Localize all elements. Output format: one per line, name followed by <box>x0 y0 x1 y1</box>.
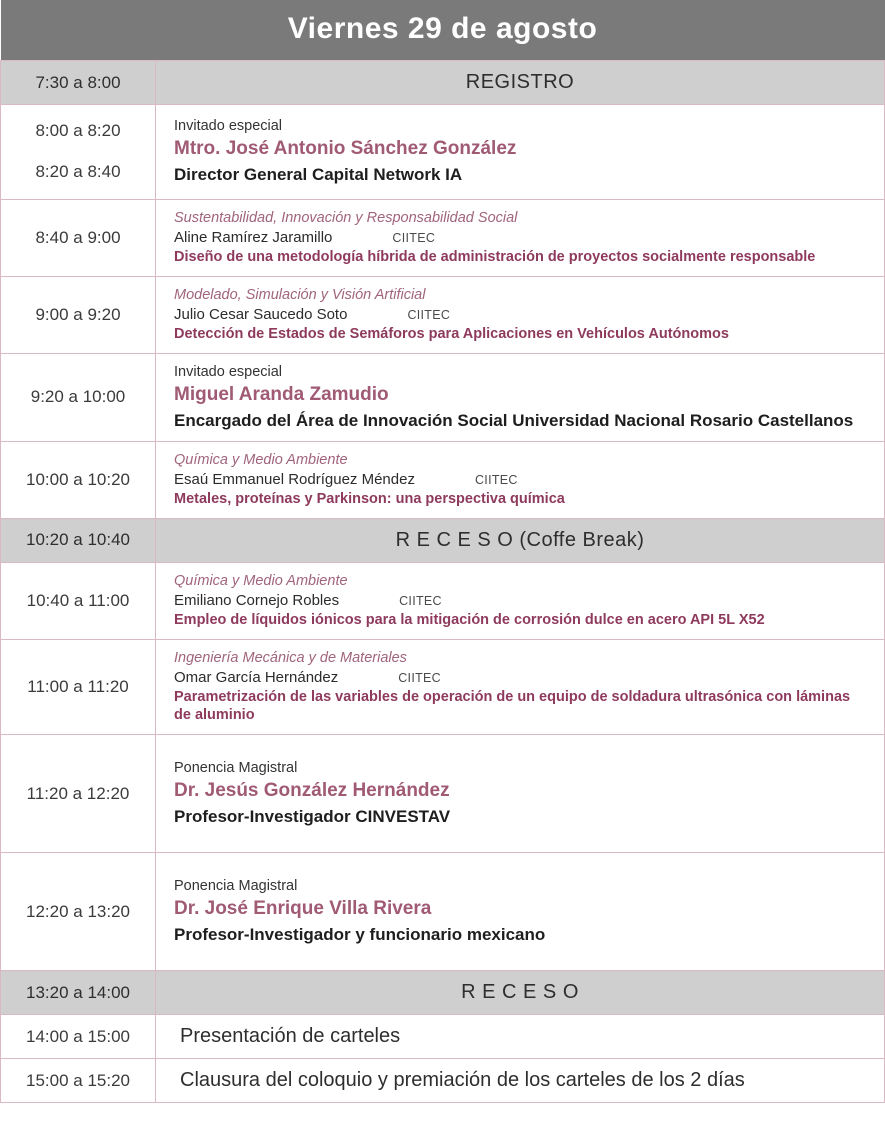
row-content <box>156 276 885 353</box>
table-row-talk-1 <box>1 199 885 276</box>
row-content <box>156 441 885 518</box>
table-row-talk-3 <box>1 441 885 518</box>
row-time-start: 8:00 a 8:20 <box>35 121 121 140</box>
guest-label: Invitado especial <box>174 118 283 135</box>
activity-text: Clausura del coloquio y premiación de los carteles de los 2 días <box>180 1069 745 1092</box>
talk-speaker: Aline Ramírez Jaramillo <box>174 228 333 246</box>
row-content <box>156 1015 885 1059</box>
row-content <box>156 735 885 853</box>
talk-title: Diseño de una metodología híbrida de administración de proyectos socialmente responsable <box>174 248 816 265</box>
talk-affiliation: CIITEC <box>399 593 442 608</box>
guest-label: Invitado especial <box>174 363 283 380</box>
guest-role: Director General Capital Network IA <box>174 165 463 185</box>
talk-title: Detección de Estados de Semáforos para Aplicaciones en Vehículos Autónomos <box>174 325 729 342</box>
talk-affiliation: CIITEC <box>407 307 451 322</box>
row-time: 13:20 a 14:00 <box>1 971 156 1015</box>
talk-affiliation: CIITEC <box>392 230 436 245</box>
talk-speaker: Julio Cesar Saucedo Soto <box>174 305 348 323</box>
talk-category: Ingeniería Mecánica y de Materiales <box>174 650 407 667</box>
banner-label: REGISTRO <box>156 61 885 105</box>
table-row-talk-4 <box>1 562 885 639</box>
talk-affiliation: CIITEC <box>398 671 442 686</box>
row-time: 11:00 a 11:20 <box>1 640 156 735</box>
row-content <box>156 640 885 735</box>
row-time: 15:00 a 15:20 <box>1 1059 156 1103</box>
row-time: 10:40 a 11:00 <box>1 562 156 639</box>
talk-category: Sustentabilidad, Innovación y Responsabilidad Social <box>174 209 518 226</box>
keynote-name: Dr. Jesús González Hernández <box>174 780 450 802</box>
talk-speaker-line <box>174 306 870 323</box>
row-time: 8:40 a 9:00 <box>1 199 156 276</box>
table-row-registro <box>1 61 885 105</box>
table-row-keynote-1 <box>1 735 885 853</box>
talk-title: Metales, proteínas y Parkinson: una perspectiva química <box>174 490 565 507</box>
row-content <box>156 562 885 639</box>
table-row-guest-2 <box>1 353 885 441</box>
talk-category: Modelado, Simulación y Visión Artificial <box>174 286 426 303</box>
activity-text: Presentación de carteles <box>180 1025 401 1048</box>
table-row-receso <box>1 971 885 1015</box>
row-content <box>156 1059 885 1103</box>
banner-label: R E C E S O <box>156 971 885 1015</box>
table-row-coffee-break <box>1 518 885 562</box>
row-time-end: 8:20 a 8:40 <box>35 161 121 181</box>
talk-category: Química y Medio Ambiente <box>174 451 348 468</box>
talk-category: Química y Medio Ambiente <box>174 572 348 589</box>
guest-name: Mtro. José Antonio Sánchez González <box>174 138 517 160</box>
guest-name: Miguel Aranda Zamudio <box>174 383 389 405</box>
row-time: 14:00 a 15:00 <box>1 1015 156 1059</box>
row-time <box>1 105 156 200</box>
row-time: 9:20 a 10:00 <box>1 353 156 441</box>
talk-title: Empleo de líquidos iónicos para la mitigación de corrosión dulce en acero API 5L X52 <box>174 611 765 628</box>
talk-speaker-line <box>174 229 870 246</box>
talk-speaker: Emiliano Cornejo Robles <box>174 591 340 609</box>
schedule-header-row <box>1 0 885 61</box>
keynote-label: Ponencia Magistral <box>174 760 298 777</box>
row-time: 10:00 a 10:20 <box>1 441 156 518</box>
talk-affiliation: CIITEC <box>474 472 518 487</box>
row-time: 11:20 a 12:20 <box>1 735 156 853</box>
row-time: 10:20 a 10:40 <box>1 518 156 562</box>
table-row-posters <box>1 1015 885 1059</box>
banner-label: R E C E S O (Coffe Break) <box>156 518 885 562</box>
guest-role: Encargado del Área de Innovación Social Universidad Nacional Rosario Castellanos <box>174 410 854 430</box>
table-row-talk-2 <box>1 276 885 353</box>
talk-speaker-line <box>174 592 870 609</box>
keynote-label: Ponencia Magistral <box>174 878 298 895</box>
row-time: 7:30 a 8:00 <box>1 61 156 105</box>
keynote-name: Dr. José Enrique Villa Rivera <box>174 898 432 920</box>
keynote-role: Profesor-Investigador CINVESTAV <box>174 807 451 827</box>
row-content <box>156 353 885 441</box>
table-row-keynote-2 <box>1 853 885 971</box>
row-content <box>156 853 885 971</box>
row-content <box>156 199 885 276</box>
table-row-talk-5 <box>1 640 885 735</box>
talk-speaker: Esaú Emmanuel Rodríguez Méndez <box>174 470 415 488</box>
talk-speaker-line <box>174 471 870 488</box>
row-content <box>156 105 885 200</box>
row-time: 12:20 a 13:20 <box>1 853 156 971</box>
keynote-role: Profesor-Investigador y funcionario mexicano <box>174 925 546 945</box>
row-time: 9:00 a 9:20 <box>1 276 156 353</box>
table-row-closing <box>1 1059 885 1103</box>
talk-speaker: Omar García Hernández <box>174 669 339 687</box>
talk-title: Parametrización de las variables de operación de un equipo de soldadura ultrasónica con láminas de aluminio <box>174 689 851 724</box>
table-row-guest-1 <box>1 105 885 200</box>
talk-speaker-line <box>174 669 870 686</box>
page-title: Viernes 29 de agosto <box>1 0 885 61</box>
